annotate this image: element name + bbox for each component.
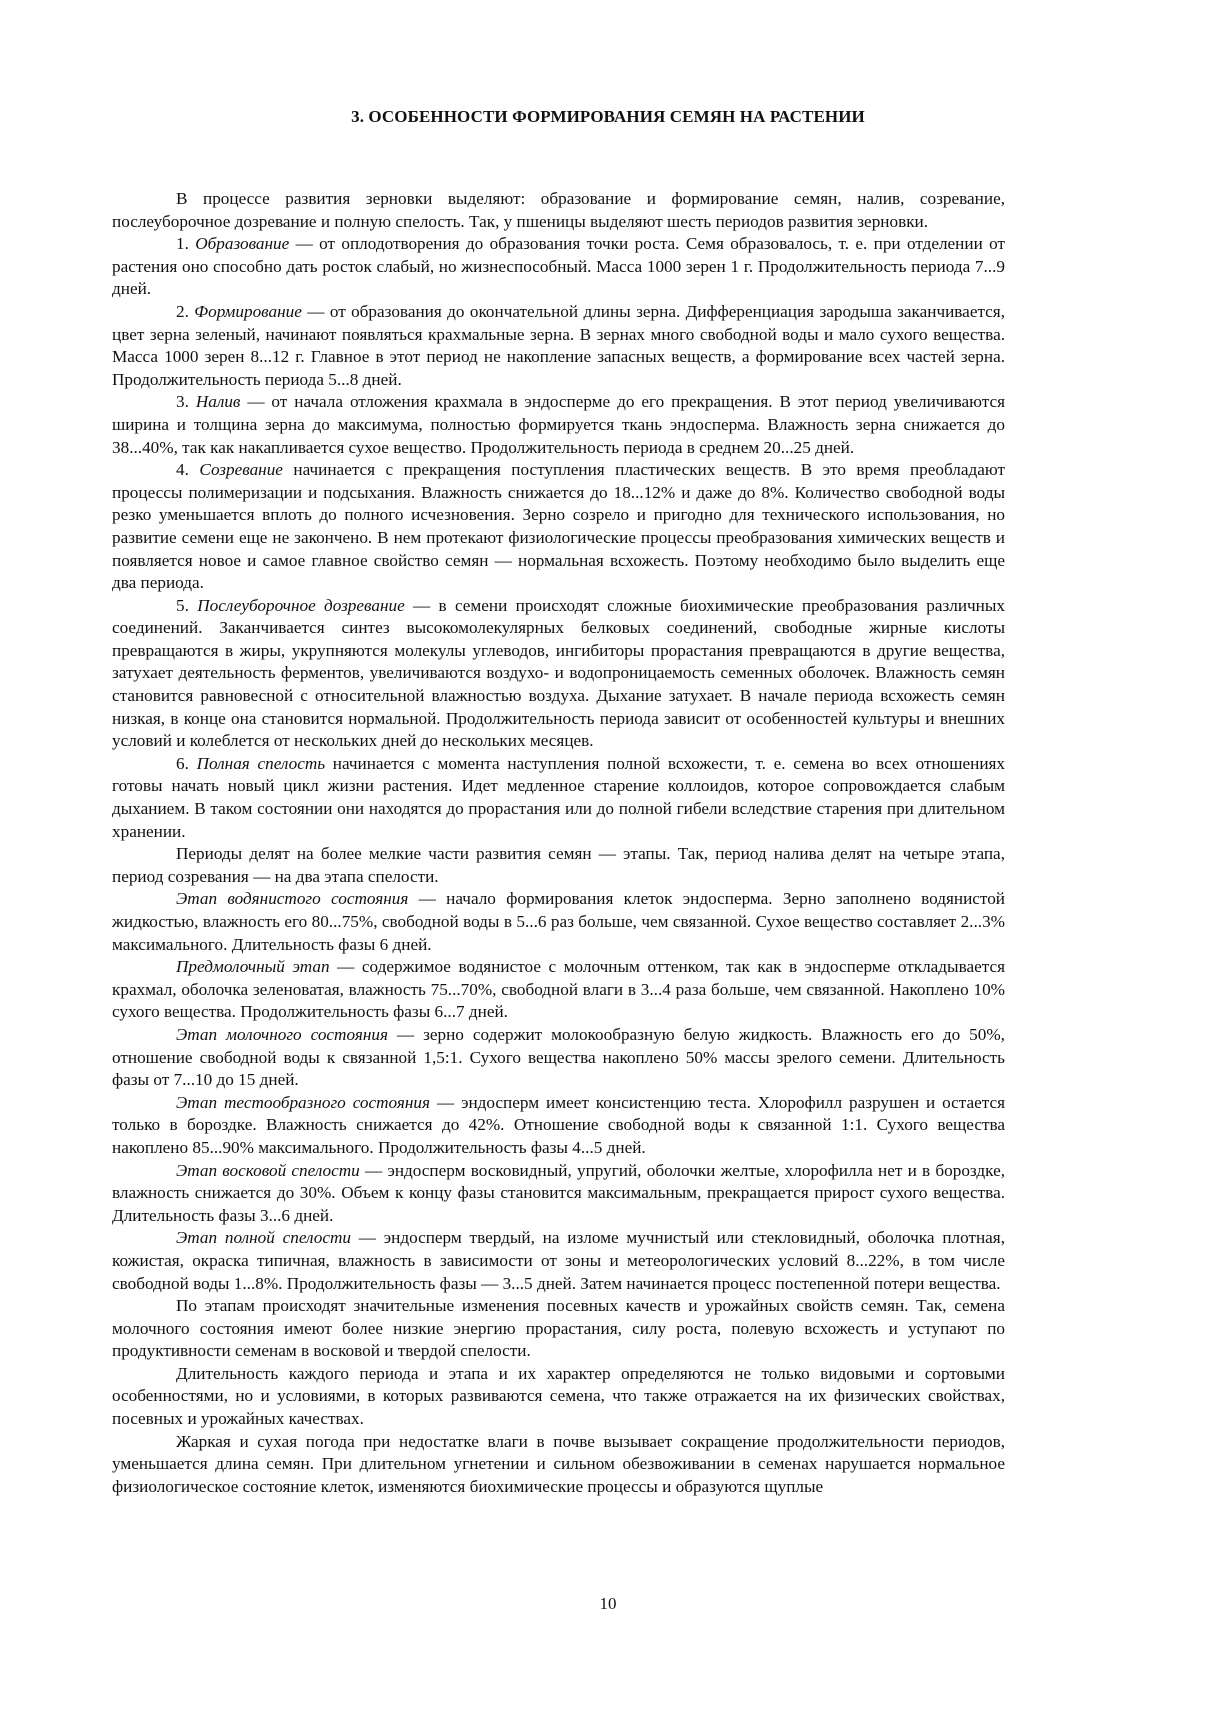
paragraph bbox=[112, 595, 1005, 753]
paragraph-text: — от оплодотворения до образования точки роста. Семя образовалось, т. е. при отделении от растения оно способно дать росток слабый, но жизнеспособный. Масса 1000 зерен 1 г. Продолжительность периода 7...9 дней. bbox=[112, 234, 1006, 299]
body-text bbox=[112, 188, 1005, 1498]
paragraph bbox=[112, 843, 1005, 888]
paragraph-text: По этапам происходят значительные изменения посевных качеств и урожайных свойств семян. Так, семена молочного состояния имеют более низкие энергию прорастания, силу роста, полевую всхожесть и уступают по продуктивности семенам в восковой и твердой спелости. bbox=[112, 1296, 1005, 1361]
page-number: 10 bbox=[599, 1594, 617, 1613]
paragraph bbox=[112, 753, 1005, 843]
paragraph-term: Образование bbox=[195, 234, 290, 254]
paragraph-text: Жаркая и сухая погода при недостатке влаги в почве вызывает сокращение продолжительности периодов, уменьшается длина семян. При длительном угнетении и сильном обезвоживании в семенах нарушается нормальное физиологическое состояние клеток, изменяются биохимические процессы и образуются щуплые bbox=[112, 1431, 1005, 1496]
paragraph-term: Послеуборочное дозревание bbox=[197, 595, 405, 615]
paragraph bbox=[112, 956, 1005, 1024]
paragraph-number: 5. bbox=[176, 595, 198, 615]
paragraph-number: 2. bbox=[176, 301, 195, 321]
paragraph-term: Налив bbox=[195, 392, 241, 412]
paragraph-number: 4. bbox=[176, 460, 200, 480]
paragraph-term: Полная спелость bbox=[196, 753, 326, 773]
paragraph bbox=[112, 1295, 1005, 1363]
paragraph bbox=[112, 888, 1005, 956]
paragraph-text: — начало формирования клеток эндосперма. Зерно заполнено водянистой жидкостью, влажность его 80...75%, свободной воды в 5...6 раз больше, чем связанной. Сухое вещество составляет 2...3% максимального. Длительность фазы 6 дней. bbox=[112, 889, 1005, 954]
paragraph bbox=[112, 459, 1005, 595]
paragraph bbox=[112, 1160, 1005, 1228]
paragraph bbox=[112, 1092, 1005, 1160]
paragraph-number: 3. bbox=[176, 392, 196, 412]
paragraph bbox=[112, 391, 1005, 459]
paragraph bbox=[112, 1363, 1005, 1431]
paragraph bbox=[112, 233, 1005, 301]
paragraph-text: — эндосперм восковидный, упругий, оболочки желтые, хлорофилла нет и в бороздке, влажность снижается до 30%. Объем к концу фазы становится максимальным, прекращается прирост сухого вещества. Длительность фазы 3...6 дней. bbox=[112, 1160, 1005, 1225]
paragraph-term: Предмолочный этап bbox=[176, 957, 330, 977]
paragraph-term: Этап тестообразного состояния bbox=[176, 1092, 431, 1112]
paragraph-term: Этап восковой спелости bbox=[176, 1160, 360, 1180]
paragraph-text: Длительность каждого периода и этапа и их характер определяются не только видовыми и сортовыми особенностями, но и условиями, в которых развиваются семена, что также отражается на их физических свойствах, посевных и урожайных качествах. bbox=[112, 1363, 1005, 1429]
paragraph-term: Этап водянистого состояния bbox=[176, 889, 409, 909]
paragraph bbox=[112, 188, 1005, 233]
paragraph bbox=[112, 1024, 1005, 1092]
paragraph-text: — эндосперм имеет консистенцию теста. Хлорофилл разрушен и остается только в бороздке. Влажность снижается до 42%. Отношение свободной воды к связанной 1:1. Сухого вещества накоплено 85...90% максимального. Продолжительность фазы 4...5 дней. bbox=[112, 1092, 1005, 1157]
paragraph-text: начинается с момента наступления полной всхожести, т. е. семена во всех отношениях готовы начать новый цикл жизни растения. Идет медленное старение коллоидов, которое сопровождается слабым дыханием. В таком состоянии они находятся до прорастания или до полной гибели вследствие старения при длительном хранении. bbox=[112, 753, 1006, 841]
paragraph-text: — в семени происходят сложные биохимические преобразования различных соединений. Заканчивается синтез высокомолекулярных белковых соединений, свободные жирные кислоты превращаются в жиры, укрупняются молекулы углеводов, ингибиторы прорастания превращаются в другие вещества, затухает деятельность ферментов, увеличиваются воздухо- и водопроницаемость семенных оболочек. Влажность семян становится равновесной с относительной влажностью воздуха. Дыхание затухает. В начале периода всхожесть семян низкая, в конце она становится нормальной. Продолжительность периода зависит от особенностей культуры и внешних условий и колеблется от нескольких дней до нескольких месяцев. bbox=[112, 595, 1006, 751]
paragraph-text: В процессе развития зерновки выделяют: образование и формирование семян, налив, созревание, послеуборочное дозревание и полную спелость. Так, у пшеницы выделяют шесть периодов развития зерновки. bbox=[112, 189, 1005, 231]
paragraph-number: 6. bbox=[176, 753, 197, 773]
paragraph bbox=[112, 1431, 1005, 1499]
paragraph-term: Этап молочного состояния bbox=[176, 1024, 388, 1044]
paragraph bbox=[112, 301, 1005, 391]
paragraph-text: — от образования до окончательной длины зерна. Дифференциация зародыша заканчивается, цвет зерна зеленый, начинают появляться крахмальные зерна. В зернах много свободной воды и мало сухого вещества. Масса 1000 зерен 8...12 г. Главное в этот период не накопление запасных веществ, а формирование всех частей зерна. Продолжительность периода 5...8 дней. bbox=[112, 301, 1005, 389]
paragraph-term: Формирование bbox=[194, 301, 302, 321]
paragraph-text: — содержимое водянистое с молочным оттенком, так как в эндосперме откладывается крахмал, оболочка зеленоватая, влажность 75...70%, свободной влаги в 3...4 раза больше, чем связанной. Накоплено 10% сухого вещества. Продолжительность фазы 6...7 дней. bbox=[112, 957, 1005, 1022]
paragraph-term: Этап полной спелости bbox=[176, 1228, 351, 1248]
paragraph-text: начинается с прекращения поступления пластических веществ. В это время преобладают процессы полимеризации и подсыхания. Влажность снижается до 18...12% и даже до 8%. Количество свободной воды резко уменьшается вплоть до полного исчезновения. Зерно созрело и пригодно для технического использования, но развитие семени еще не закончено. В нем протекают физиологические процессы преобразования химических веществ и появляется новое и самое главное свойство семян — нормальная всхожесть. Поэтому необходимо было выделить еще два периода. bbox=[112, 460, 1006, 593]
paragraph-text: — эндосперм твердый, на изломе мучнистый или стекловидный, оболочка плотная, кожистая, окраска типичная, влажность в зависимости от зоны и метеорологических условий 8...22%, в том числе свободной воды 1...8%. Продолжительность фазы — 3...5 дней. Затем начинается процесс постепенной потери вещества. bbox=[112, 1228, 1005, 1293]
paragraph bbox=[112, 1227, 1005, 1295]
paragraph-number: 1. bbox=[176, 234, 196, 254]
section-title: 3. ОСОБЕННОСТИ ФОРМИРОВАНИЯ СЕМЯН НА РАСТЕНИИ bbox=[351, 107, 865, 126]
paragraph-term: Созревание bbox=[199, 460, 283, 480]
paragraph-text: — зерно содержит молокообразную белую жидкость. Влажность его до 50%, отношение свободной воды к связанной 1,5:1. Сухого вещества накоплено 50% массы зрелого семени. Длительность фазы от 7...10 до 15 дней. bbox=[112, 1024, 1005, 1090]
paragraph-text: — от начала отложения крахмала в эндосперме до его прекращения. В этот период увеличиваются ширина и толщина зерна до максимума, полностью формируется ткань эндосперма. Влажность зерна снижается до 38...40%, так как накапливается сухое вещество. Продолжительность периода в среднем 20...25 дней. bbox=[112, 392, 1006, 457]
paragraph-text: Периоды делят на более мелкие части развития семян — этапы. Так, период налива делят на четыре этапа, период созревания — на два этапа спелости. bbox=[112, 844, 1005, 886]
